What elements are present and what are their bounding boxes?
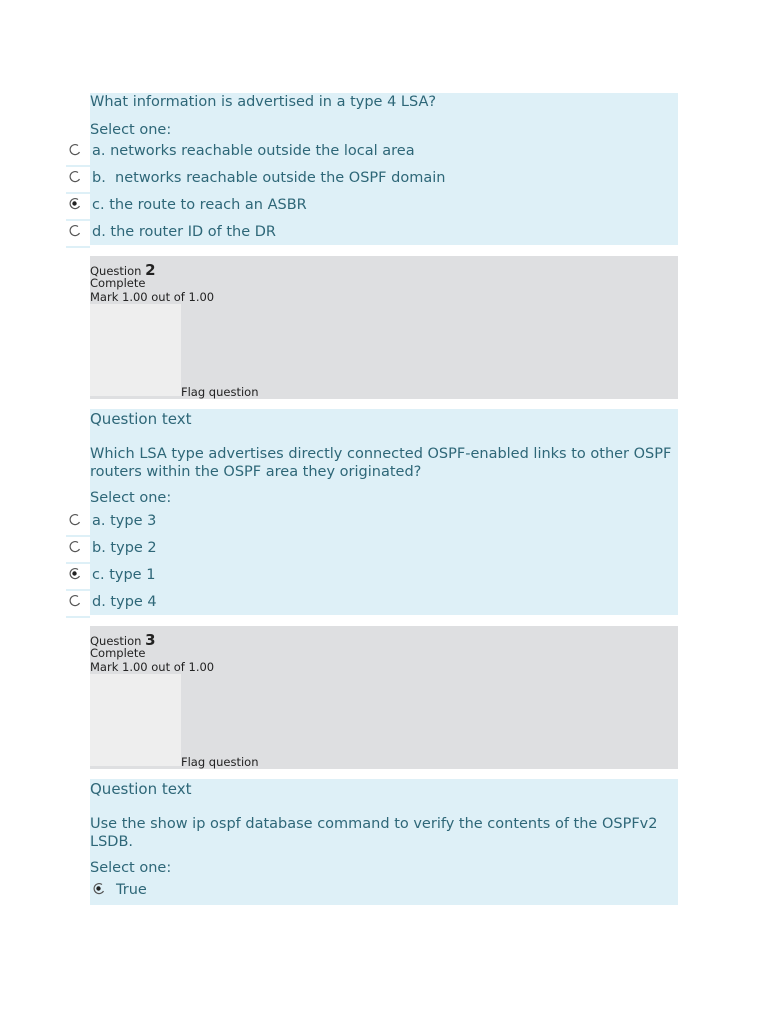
q2-info xyxy=(90,256,678,399)
q3-grade: Mark 1.00 out of 1.00 xyxy=(90,660,215,674)
q2-option-d-label: d. type 4 xyxy=(92,594,157,610)
q2-grade: Mark 1.00 out of 1.00 xyxy=(90,290,215,304)
radio-unselected-icon[interactable] xyxy=(66,511,86,533)
q2-option-b-label: b. type 2 xyxy=(92,540,157,556)
q3-formulation xyxy=(90,779,678,905)
radio-unselected-icon[interactable] xyxy=(66,538,86,560)
radio-unselected-icon[interactable] xyxy=(66,141,86,163)
q3-state: Complete xyxy=(90,646,146,660)
radio-selected-icon[interactable] xyxy=(66,565,86,587)
q2-question-word: Question xyxy=(90,264,142,278)
radio-underline xyxy=(66,246,90,248)
q3-section-title: Question text xyxy=(90,780,192,798)
radio-underline xyxy=(66,165,90,167)
q3-number: 3 xyxy=(145,631,156,649)
q2-section-title: Question text xyxy=(90,410,192,428)
radio-underline xyxy=(66,562,90,564)
q2-select-one: Select one: xyxy=(90,490,172,506)
q1-select-one: Select one: xyxy=(90,122,172,138)
radio-underline xyxy=(66,616,90,618)
q3-question-word: Question xyxy=(90,634,142,648)
q3-flag-question-link[interactable]: Flag question xyxy=(181,755,259,769)
q3-select-one: Select one: xyxy=(90,860,172,876)
q2-option-c-label: c. type 1 xyxy=(92,567,156,583)
q1-formulation xyxy=(90,93,678,245)
q2-state: Complete xyxy=(90,276,146,290)
q3-info xyxy=(90,626,678,769)
radio-underline xyxy=(66,535,90,537)
radio-unselected-icon[interactable] xyxy=(66,592,86,614)
q1-option-a-label: a. networks reachable outside the local area xyxy=(92,143,415,159)
q1-option-c-label: c. the route to reach an ASBR xyxy=(92,197,307,213)
q1-option-d-label: d. the router ID of the DR xyxy=(92,224,276,240)
radio-unselected-icon[interactable] xyxy=(66,168,86,190)
q3-flag-box xyxy=(90,674,181,766)
q1-option-b-label: b. networks reachable outside the OSPF domain xyxy=(92,170,446,186)
radio-underline xyxy=(66,219,90,221)
q2-flag-box xyxy=(90,304,181,396)
q3-option-true-label: True xyxy=(116,882,147,898)
radio-selected-icon[interactable] xyxy=(66,195,86,217)
q3-prompt: Use the show ip ospf database command to verify the contents of the OSPFv2 LSDB. xyxy=(90,816,658,850)
radio-unselected-icon[interactable] xyxy=(66,222,86,244)
radio-underline xyxy=(66,192,90,194)
radio-underline xyxy=(66,589,90,591)
q2-formulation xyxy=(90,409,678,615)
q2-flag-question-link[interactable]: Flag question xyxy=(181,385,259,399)
q1-prompt: What information is advertised in a type 4 LSA? xyxy=(90,94,437,110)
q2-prompt: Which LSA type advertises directly connected OSPF-enabled links to other OSPF routers within the OSPF area they originated? xyxy=(90,446,672,480)
radio-selected-icon[interactable] xyxy=(90,880,110,902)
q2-option-a-label: a. type 3 xyxy=(92,513,157,529)
q2-number: 2 xyxy=(145,261,156,279)
